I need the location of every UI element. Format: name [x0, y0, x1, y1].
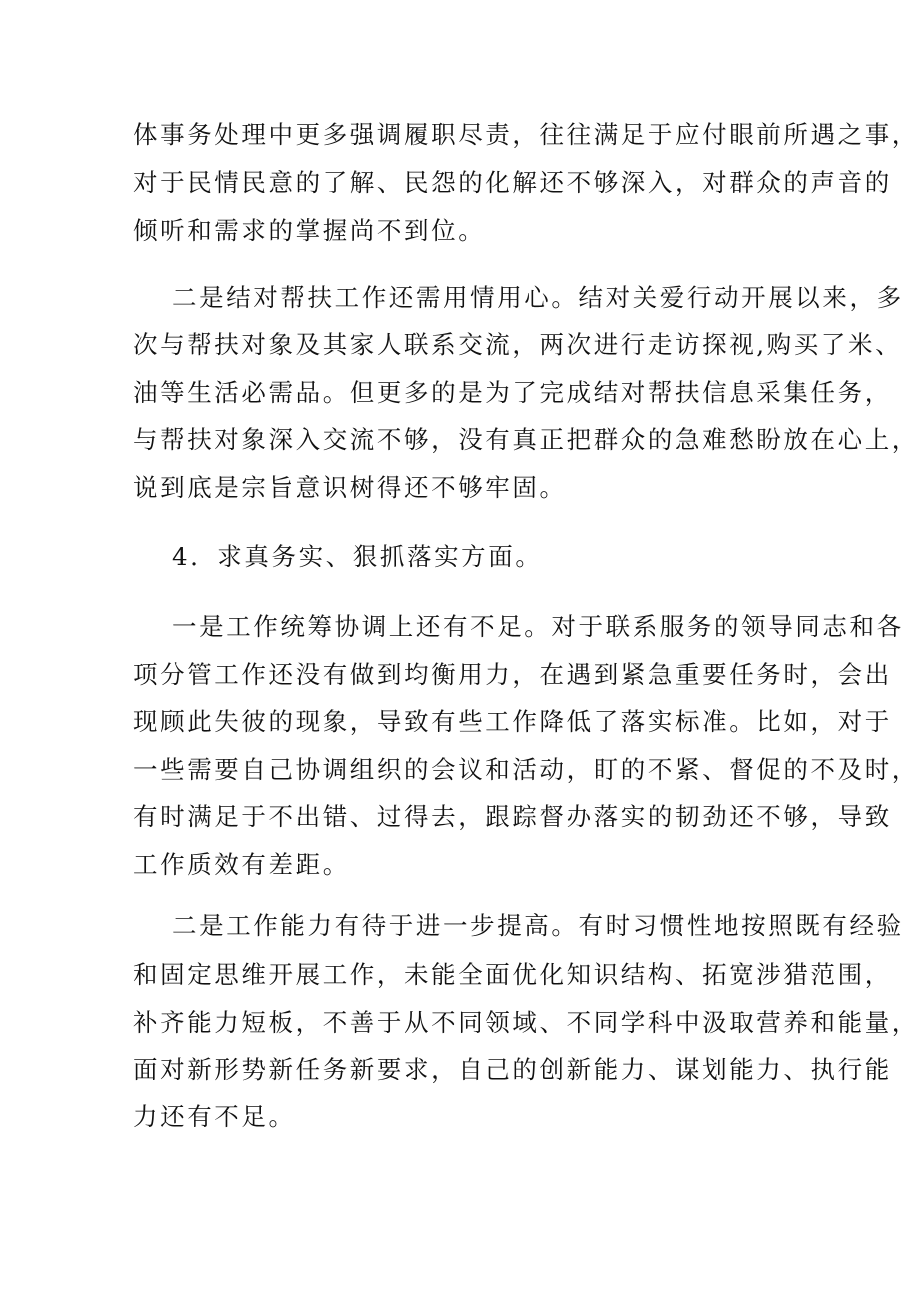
paragraph-line: 和固定思维开展工作，未能全面优化知识结构、拓宽涉猎范围，: [133, 960, 892, 989]
paragraph-line: 对于民情民意的了解、民怨的化解还不够深入，对群众的声音的: [133, 168, 892, 197]
paragraph-line: 面对新形势新任务新要求，自己的创新能力、谋划能力、执行能: [133, 1055, 892, 1084]
paragraph-line: 油等生活必需品。但更多的是为了完成结对帮扶信息采集任务，: [133, 378, 892, 407]
paragraph-line: 一些需要自己协调组织的会议和活动，盯的不紧、督促的不及时，: [133, 755, 919, 784]
paragraph-line: 一是工作统筹协调上还有不足。对于联系服务的领导同志和各: [172, 612, 904, 641]
paragraph-line: 项分管工作还没有做到均衡用力，在遇到紧急重要任务时，会出: [133, 660, 892, 689]
paragraph-line: 现顾此失彼的现象，导致有些工作降低了落实标准。比如，对于: [133, 707, 892, 736]
paragraph-line: 体事务处理中更多强调履职尽责，往往满足于应付眼前所遇之事，: [133, 120, 919, 149]
paragraph-line: 二是工作能力有待于进一步提高。有时习惯性地按照既有经验: [172, 911, 904, 940]
paragraph-line: 倾听和需求的掌握尚不到位。: [133, 216, 486, 245]
paragraph-line: 二是结对帮扶工作还需用情用心。结对关爱行动开展以来，多: [172, 283, 904, 312]
paragraph-line: 次与帮扶对象及其家人联系交流，两次进行走访探视,购买了米、: [133, 330, 903, 359]
paragraph-line: 工作质效有差距。: [133, 850, 350, 879]
paragraph-line: 补齐能力短板，不善于从不同领域、不同学科中汲取营养和能量，: [133, 1008, 919, 1037]
paragraph-line: 说到底是宗旨意识树得还不够牢固。: [133, 473, 567, 502]
paragraph-line: 与帮扶对象深入交流不够，没有真正把群众的急难愁盼放在心上，: [133, 425, 919, 454]
paragraph-line: 有时满足于不出错、过得去，跟踪督办落实的韧劲还不够，导致: [133, 802, 892, 831]
paragraph-line: 力还有不足。: [133, 1102, 296, 1131]
section-heading: 4．求真务实、狠抓落实方面。: [172, 542, 543, 571]
